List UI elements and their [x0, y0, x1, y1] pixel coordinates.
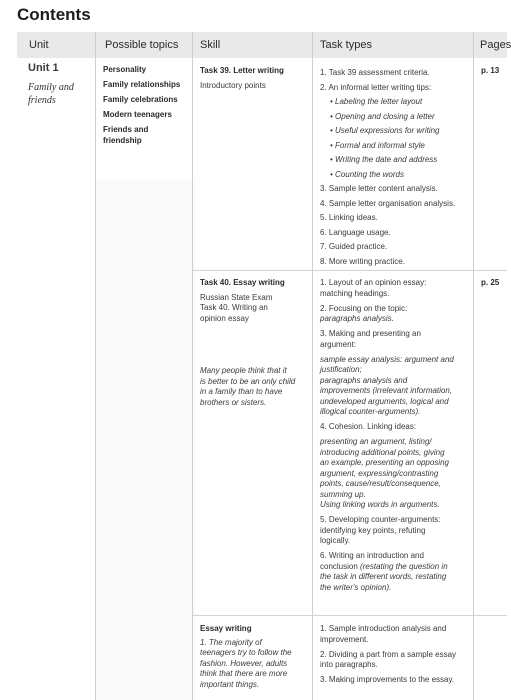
- task39-page: p. 13: [481, 66, 500, 75]
- header-skill: Skill: [200, 39, 221, 51]
- prompt-line: brothers or sisters.: [200, 397, 267, 407]
- list-item: undeveloped arguments, logical and: [320, 396, 449, 406]
- header-unit: Unit: [29, 39, 49, 51]
- list-item: 4. Sample letter organisation analysis.: [320, 198, 456, 208]
- column-divider: [95, 32, 96, 700]
- list-item: 6. Language usage.: [320, 227, 391, 237]
- list-item: argument, expressing/contrasting: [320, 468, 439, 478]
- list-item: 1. Sample introduction analysis and: [320, 624, 447, 633]
- list-item: the task in different words, restating: [320, 572, 447, 581]
- header-task-types: Task types: [320, 39, 372, 51]
- task40-skill-note: opinion essay: [200, 313, 249, 323]
- topic-item: Family relationships: [103, 80, 181, 89]
- list-item: improvements (irrelevant information,: [320, 386, 453, 395]
- list-item: introducing additional points, giving: [320, 447, 445, 457]
- column-divider: [312, 32, 313, 700]
- list-item: 1. Task 39 assessment criteria.: [320, 68, 430, 77]
- task40-skill-title: Task 40. Essay writing: [200, 278, 285, 287]
- page-title: Contents: [17, 5, 91, 24]
- list-item: 2. Focusing on the topic:: [320, 303, 408, 313]
- list-item: points, cause/result/consequence,: [320, 479, 441, 488]
- list-item: argument:: [320, 339, 357, 349]
- table-header: [17, 32, 511, 58]
- task39-skill-note: Introductory points: [200, 80, 266, 90]
- prompt-line: in a family than to have: [200, 387, 283, 396]
- list-item: 7. Guided practice.: [320, 242, 388, 251]
- list-item: into paragraphs.: [320, 660, 378, 669]
- essay-skill-title: Essay writing: [200, 624, 252, 633]
- task40-page: p. 25: [481, 278, 500, 287]
- list-item: [320, 562, 470, 573]
- list-item: identifying key points, refuting: [320, 525, 426, 535]
- list-item: 4. Cohesion. Linking ideas:: [320, 422, 417, 431]
- prompt-line: 1. The majority of: [200, 637, 262, 647]
- list-item: 2. An informal letter writing tips:: [320, 82, 432, 92]
- prompt-line: is better to be an only child: [200, 376, 296, 386]
- essay-task-list: [320, 624, 470, 686]
- list-item: • Counting the words: [330, 169, 404, 179]
- topics-shade: [95, 180, 195, 700]
- list-item: paragraphs analysis and: [320, 375, 408, 385]
- essay-skill: [200, 624, 310, 690]
- list-item: 3. Making improvements to the essay.: [320, 675, 455, 684]
- task40-task-list: [320, 278, 470, 593]
- task40-skill: [200, 278, 310, 324]
- list-item: 8. More writing practice.: [320, 256, 405, 266]
- column-divider: [473, 32, 474, 700]
- list-item: justification;: [320, 365, 362, 374]
- prompt-line: teenagers try to follow the: [200, 648, 292, 657]
- list-item: 5. Linking ideas.: [320, 213, 378, 222]
- task39-skill-title: Task 39. Letter writing: [200, 66, 284, 75]
- column-divider: [192, 32, 193, 700]
- list-item: 5. Developing counter-arguments:: [320, 515, 441, 524]
- topic-item: Family celebrations: [103, 95, 178, 104]
- task40-essay-prompt: [200, 366, 310, 408]
- list-item: • Formal and informal style: [330, 140, 425, 150]
- topics-list: [103, 65, 188, 151]
- list-item: matching headings.: [320, 288, 390, 298]
- row-divider: [192, 615, 507, 616]
- list-item: 1. Layout of an opinion essay:: [320, 278, 427, 287]
- header-pages: Pages: [480, 39, 511, 51]
- list-item: paragraphs analysis.: [320, 314, 394, 323]
- prompt-line: important things.: [200, 679, 260, 689]
- task39-skill: [200, 66, 310, 91]
- list-item-text: conclusion: [320, 561, 358, 571]
- list-item: 6. Writing an introduction and: [320, 551, 424, 560]
- unit-subtitle: Family and friends: [28, 82, 74, 106]
- unit-title: Unit 1: [28, 62, 59, 74]
- task39-task-list: [320, 66, 470, 269]
- prompt-line: Many people think that it: [200, 366, 287, 375]
- topic-item: Friends and friendship: [103, 125, 149, 145]
- topic-item: Modern teenagers: [103, 110, 172, 119]
- list-item: summing up.: [320, 489, 366, 499]
- list-item: logically.: [320, 536, 351, 545]
- header-topics: Possible topics: [105, 39, 179, 51]
- list-item: 3. Making and presenting an: [320, 329, 421, 338]
- list-item: 3. Sample letter content analysis.: [320, 184, 438, 193]
- list-item: 2. Dividing a part from a sample essay: [320, 649, 457, 659]
- list-item: • Writing the date and address: [330, 155, 438, 164]
- task40-skill-note: Task 40. Writing an: [200, 303, 268, 312]
- list-item: presenting an argument, listing/: [320, 437, 432, 446]
- list-item: • Opening and closing a letter: [330, 111, 435, 121]
- list-item: improvement.: [320, 634, 369, 644]
- prompt-line: think that there are more: [200, 669, 288, 678]
- list-item: the writer's opinion).: [320, 582, 392, 592]
- list-item: • Useful expressions for writing: [330, 126, 440, 135]
- task40-skill-note: Russian State Exam: [200, 292, 273, 302]
- list-item: illogical counter-arguments).: [320, 407, 421, 416]
- row-divider: [192, 270, 507, 271]
- list-item: • Labeling the letter layout: [330, 97, 423, 106]
- prompt-line: fashion. However, adults: [200, 658, 288, 668]
- topic-item: Personality: [103, 65, 147, 74]
- list-item: sample essay analysis: argument and: [320, 354, 454, 364]
- list-item-text: (restating the question in: [360, 561, 448, 571]
- list-item: an example, presenting an opposing: [320, 458, 449, 467]
- list-item: Using linking words in arguments.: [320, 500, 440, 509]
